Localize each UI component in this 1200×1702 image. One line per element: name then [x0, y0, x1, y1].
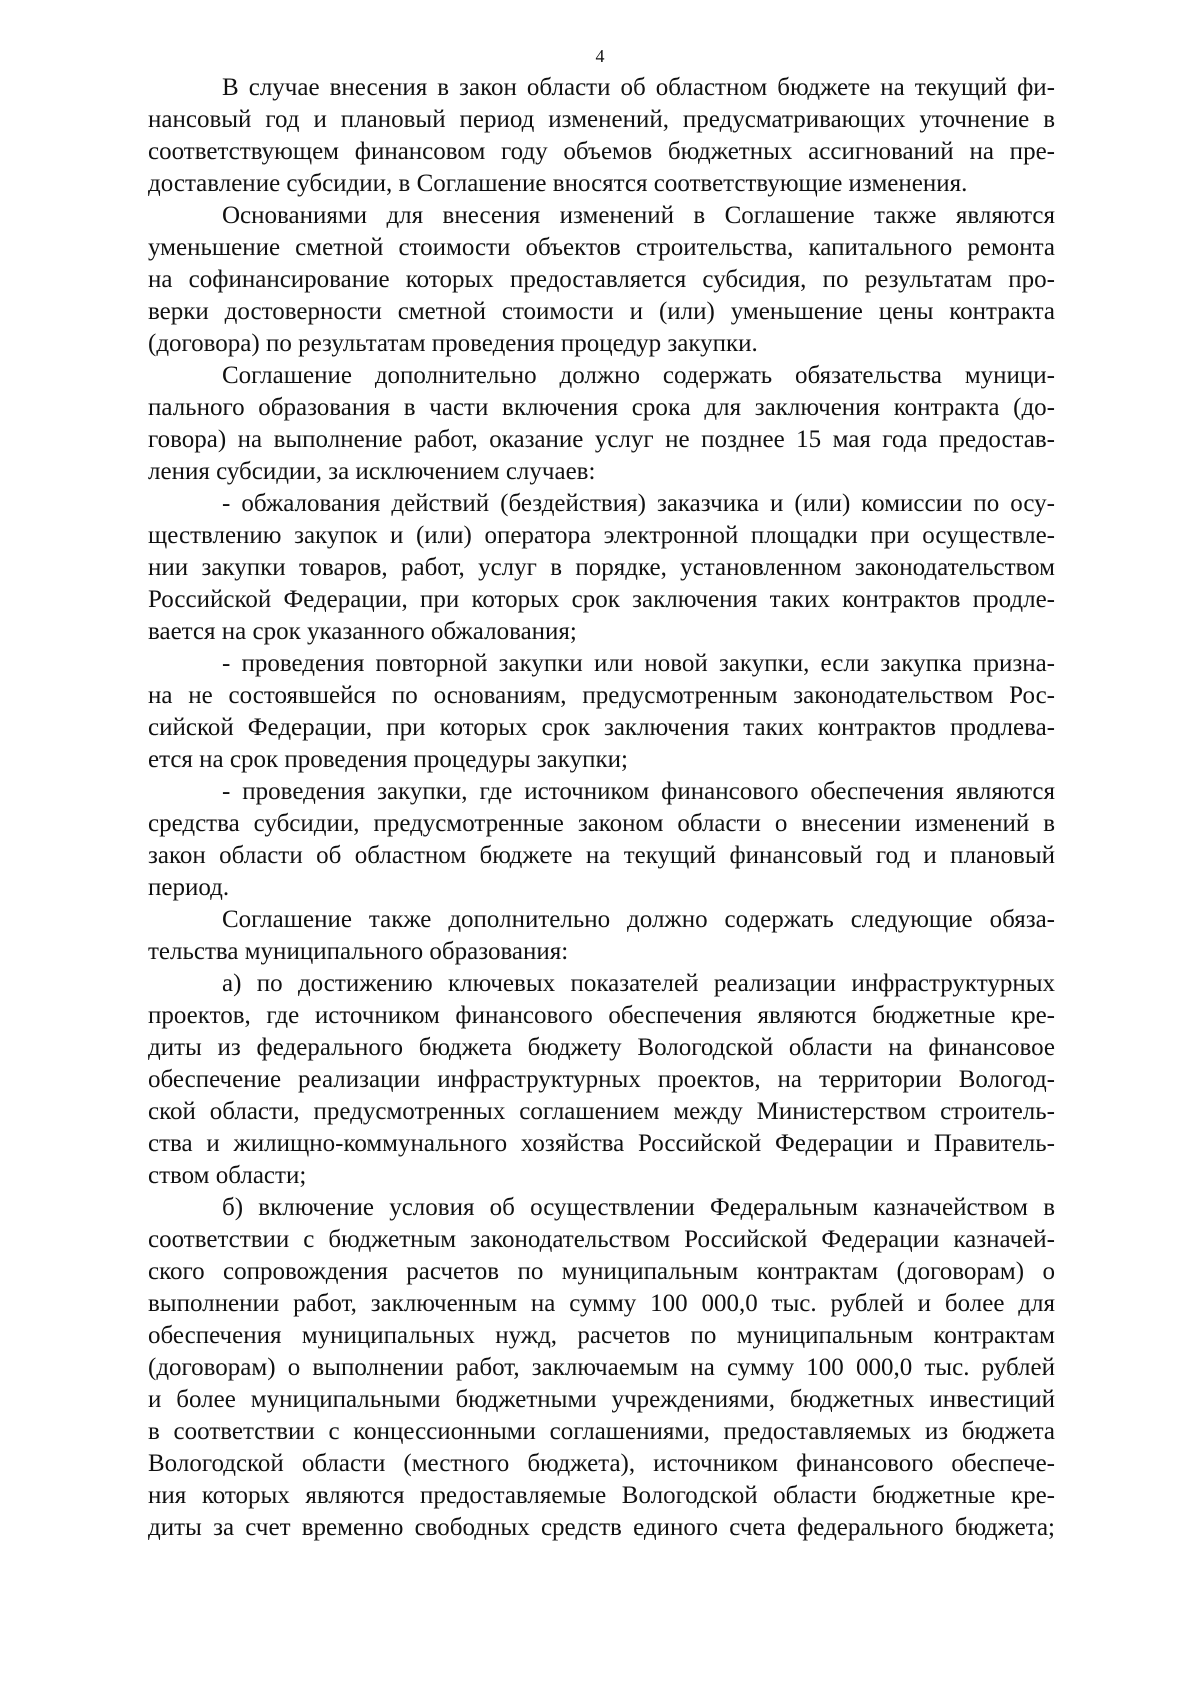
list-item-repeat-procurement	[148, 648, 1055, 776]
text-line: диты за счет временно свободных средств единого счета федерального бюджета;	[148, 1514, 1055, 1541]
text-line: нии закупки товаров, работ, услуг в порядке, установленном законодательством	[148, 554, 1055, 581]
text-line: обеспечения муниципальных нужд, расчетов по муниципальным контрактам	[148, 1322, 1055, 1349]
text-line: Основаниями для внесения изменений в Соглашение также являются	[222, 202, 1055, 229]
text-line: (договора) по результатам проведения процедур закупки.	[148, 330, 758, 357]
paragraph-contract-deadline	[148, 360, 1055, 488]
text-line: период.	[148, 874, 230, 901]
text-line: нансовый год и плановый период изменений, предусматривающих уточнение в	[148, 106, 1055, 133]
text-line: а) по достижению ключевых показателей реализации инфраструктурных	[222, 970, 1055, 997]
text-line: вается на срок указанного обжалования;	[148, 618, 577, 645]
paragraph-grounds-for-changes	[148, 200, 1055, 360]
text-line: доставление субсидии, в Соглашение вносятся соответствующие изменения.	[148, 170, 968, 197]
text-line: - обжалования действий (бездействия) заказчика и (или) комиссии по осу-	[222, 490, 1055, 517]
text-line: ния которых являются предоставляемые Вологодской области бюджетные кре-	[148, 1482, 1055, 1509]
text-line: диты из федерального бюджета бюджету Вологодской области на финансовое	[148, 1034, 1055, 1061]
text-line: Вологодской области (местного бюджета), источником финансового обеспече-	[148, 1450, 1055, 1477]
text-line: ского сопровождения расчетов по муниципальным контрактам (договорам) о	[148, 1258, 1055, 1285]
list-item-appeal	[148, 488, 1055, 648]
text-line: верки достоверности сметной стоимости и (или) уменьшение цены контракта	[148, 298, 1055, 325]
text-line: ществлению закупок и (или) оператора электронной площадки при осуществле-	[148, 522, 1055, 549]
text-line: - проведения закупки, где источником финансового обеспечения являются	[222, 778, 1055, 805]
list-item-subsidy-procurement	[148, 776, 1055, 904]
page-number: 4	[595, 46, 605, 66]
text-line: ления субсидии, за исключением случаев:	[148, 458, 596, 485]
text-line: проектов, где источником финансового обеспечения являются бюджетные кре-	[148, 1002, 1055, 1029]
text-line: пального образования в части включения срока для заключения контракта (до-	[148, 394, 1055, 421]
text-line: соответствующем финансовом году объемов бюджетных ассигнований на пре-	[148, 138, 1055, 165]
text-line: В случае внесения в закон области об областном бюджете на текущий фи-	[222, 74, 1055, 101]
text-line: ется на срок проведения процедуры закупки;	[148, 746, 628, 773]
text-line: выполнении работ, заключенным на сумму 100 000,0 тыс. рублей и более для	[148, 1290, 1055, 1317]
text-line: средства субсидии, предусмотренные законом области о внесении изменений в	[148, 810, 1055, 837]
text-line: б) включение условия об осуществлении Федеральным казначейством в	[222, 1194, 1055, 1221]
text-line: ства и жилищно-коммунального хозяйства Российской Федерации и Правитель-	[148, 1130, 1055, 1157]
text-line: уменьшение сметной стоимости объектов строительства, капитального ремонта	[148, 234, 1055, 261]
text-line: на не состоявшейся по основаниям, предусмотренным законодательством Рос-	[148, 682, 1055, 709]
text-line: говора) на выполнение работ, оказание услуг не позднее 15 мая года предостав-	[148, 426, 1055, 453]
text-line: Соглашение также дополнительно должно содержать следующие обяза-	[222, 906, 1055, 933]
text-line: Российской Федерации, при которых срок заключения таких контрактов продле-	[148, 586, 1055, 613]
text-line: на софинансирование которых предоставляется субсидия, по результатам про-	[148, 266, 1055, 293]
text-line: закон области об областном бюджете на текущий финансовый год и плановый	[148, 842, 1055, 869]
text-line: ской области, предусмотренных соглашением между Министерством строитель-	[148, 1098, 1055, 1125]
clause-a-infrastructure-indicators	[148, 968, 1055, 1192]
text-line: - проведения повторной закупки или новой закупки, если закупка призна-	[222, 650, 1055, 677]
text-line: обеспечение реализации инфраструктурных проектов, на территории Вологод-	[148, 1066, 1055, 1093]
text-line: сийской Федерации, при которых срок заключения таких контрактов продлева-	[148, 714, 1055, 741]
text-line: (договорам) о выполнении работ, заключаемым на сумму 100 000,0 тыс. рублей	[148, 1354, 1055, 1381]
text-line: Соглашение дополнительно должно содержать обязательства муници-	[222, 362, 1055, 389]
paragraph-additional-obligations	[148, 904, 1055, 968]
text-line: и более муниципальными бюджетными учреждениями, бюджетных инвестиций	[148, 1386, 1055, 1413]
paragraph-budget-amendments	[148, 72, 1055, 200]
text-line: тельства муниципального образования:	[148, 938, 569, 965]
text-line: в соответствии с концессионными соглашениями, предоставляемых из бюджета	[148, 1418, 1055, 1445]
text-line: соответствии с бюджетным законодательством Российской Федерации казначей-	[148, 1226, 1055, 1253]
clause-b-treasury-support	[148, 1192, 1055, 1544]
text-line: ством области;	[148, 1162, 307, 1189]
document-body	[148, 72, 1055, 1544]
